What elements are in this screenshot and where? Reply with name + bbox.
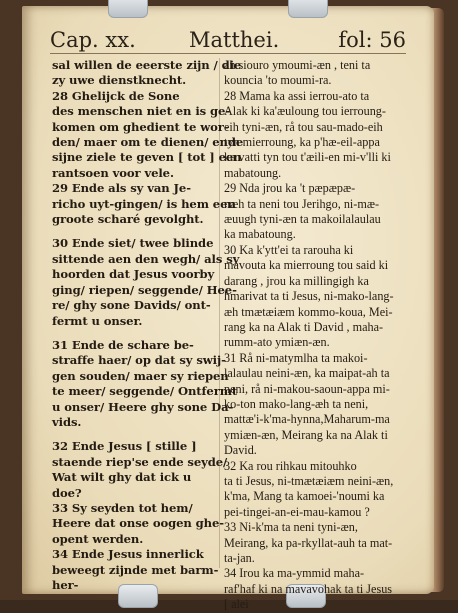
dutch-text-line: richo uyt-gingen/ is hem een [52, 196, 236, 211]
formosan-text-line: æuugh tyni-æn ta makoilalaulau [224, 212, 381, 227]
dutch-text-line: Wat wilt ghy dat ick u [52, 470, 192, 485]
formosan-text-column [224, 58, 410, 613]
dutch-text-line: straffe haer/ op dat sy swij- [52, 353, 226, 368]
verse-gap [52, 430, 222, 439]
dutch-text-line: re/ ghy sone Davids/ ont- [52, 298, 211, 313]
formosan-text-line: ymiæn-æn, Meirang ka na Alak ti [224, 427, 388, 442]
dutch-text-line: sijne ziele te geven [ tot ] een [52, 150, 242, 165]
running-header [50, 28, 406, 56]
dutch-text-line: staende riep'se ende seyde/ [52, 454, 228, 469]
dutch-text-line: den/ maer om te dienen/ ende [52, 135, 244, 150]
formosan-text-line: kouncia 'to moumi-ra. [224, 73, 332, 88]
dutch-text-line: rantsoen voor vele. [52, 165, 174, 180]
formosan-text-line: neni, rå ni-makou-saoun-appa mi- [224, 381, 390, 396]
dutch-text-line: sittende aen den wegh/ als sy [52, 251, 240, 266]
dutch-text-line: komen om ghedient te wor- [52, 119, 229, 134]
dutch-text-line: vids. [52, 414, 82, 429]
formosan-text-line: 31 Rå ni-matymlha ta makoi- [224, 350, 368, 365]
formosan-text-line: 34 Irou ka ma-ymmid maha- [224, 566, 365, 581]
chapter-heading: Cap. xx. [50, 28, 136, 52]
dutch-text-line: sal willen de eeerste zijn / die [52, 58, 242, 72]
formosan-text-line: David. [224, 443, 257, 458]
formosan-text-line: rang ka na Alak ti David , maha- [224, 319, 384, 334]
dutch-text-line: doe? [52, 485, 82, 500]
formosan-text-line: raf'haf ki na mavavohak ta ti Jesus [224, 581, 393, 596]
book-heading: Matthei. [189, 28, 280, 52]
dutch-text-line: 33 Sy seyden tot hem/ [52, 500, 193, 515]
formosan-text-line: [ alei [224, 597, 249, 612]
dutch-text-line: u onser/ Heere ghy sone Da- [52, 399, 234, 414]
dutch-text-line: 30 Ende siet/ twee blinde [52, 236, 214, 251]
verse-gap [52, 227, 222, 236]
header-rule [50, 53, 406, 54]
formosan-text-line: lalaulau neini-æn, ka maipat-ah ta [224, 366, 390, 381]
dutch-text-line: gen souden/ maer sy riepen [52, 368, 229, 383]
formosan-text-line: 30 Ka k'ytt'ei ta rarouha ki [224, 242, 354, 257]
dutch-text-line: ging/ riepen/ seggende/ Hee- [52, 282, 237, 297]
formosan-text-line: mabatoung. [224, 165, 282, 180]
dutch-text-line: des menschen niet en is ge- [52, 104, 230, 119]
formosan-text-line: 32 Ka rou rihkau mitouhko [224, 458, 357, 473]
dutch-text-line: opent werden. [52, 531, 144, 546]
formosan-text-line: æh tmætæiæm kommo-koua, Mei- [224, 304, 393, 319]
formosan-text-line: mavouta ka mierroung tou said ki [224, 258, 389, 273]
dutch-text-line: 32 Ende Jesus [ stille ] [52, 439, 197, 454]
formosan-text-line: ka vatti tyn tou t'æili-en mi-v'lli ki [224, 150, 391, 165]
dutch-text-line: hoorden dat Jesus voorby [52, 267, 215, 282]
dutch-text-line: te meer/ seggende/ Ontfermt [52, 384, 238, 399]
binder-clip-top-left [108, 0, 148, 18]
dutch-text-line: her- [52, 578, 79, 592]
formosan-text-line: ka mabatoung. [224, 227, 296, 242]
dutch-text-line: zy uwe dienstknecht. [52, 73, 187, 88]
dutch-text-line: 28 Ghelijck de Sone [52, 88, 180, 103]
formosan-text-line: k'ma, Mang ta kamoei-'noumi ka [224, 489, 385, 504]
formosan-text-line: ta-jan. [224, 551, 255, 565]
formosan-text-line: eih tyni-æn, rå tou sau-mado-eih [224, 119, 383, 134]
formosan-text-line: tyn mierroung, ka p'hæ-eil-appa [224, 135, 380, 150]
dutch-text-line: beweegt zijnde met barm- [52, 562, 219, 577]
dutch-text-line: Heere dat onse oogen ghe- [52, 516, 224, 531]
folio-number: fol: 56 [338, 28, 406, 52]
dutch-text-line: 29 Ende als sy van Je- [52, 181, 191, 196]
formosan-text-line: 29 Nda jrou ka 't pæpæpæ- [224, 181, 356, 196]
formosan-text-line: rumm-ato ymiæn-æn. [224, 335, 330, 350]
dutch-text-line: 31 Ende de schare be- [52, 337, 194, 352]
formosan-text-line: pei-tingei-an-ei-mau-kamou ? [224, 504, 370, 519]
formosan-text-line: darang , jrou ka millingigh ka [224, 273, 369, 288]
formosan-text-line: 33 Ni-k'ma ta neni tyni-æn, [224, 520, 358, 535]
formosan-text-line: ah siouro ymoumi-æn , teni ta [224, 58, 371, 72]
dutch-text-line: groote scharé gevolght. [52, 212, 204, 227]
formosan-text-line: ta ti Jesus, ni-tmætæiæm neini-æn, [224, 473, 394, 488]
formosan-text-line: Alak ki ka'æuloung tou ierroung- [224, 104, 386, 119]
binder-clip-top-right [288, 0, 328, 18]
formosan-text-line: 28 Mama ka assi ierrou-ato ta [224, 88, 370, 103]
formosan-text-line: Meirang, ka pa-rkyllat-auh ta mat- [224, 535, 393, 550]
formosan-text-line: hmarivat ta ti Jesus, ni-mako-lang- [224, 289, 394, 304]
dutch-text-line: fermt u onser. [52, 313, 143, 328]
formosan-text-line: næh ta neni tou Jerihgo, ni-mæ- [224, 196, 380, 211]
formosan-text-line: mattæ'i-k'ma-hynna,Maharum-ma [224, 412, 390, 427]
dutch-text-line: 34 Ende Jesus innerlick [52, 547, 204, 562]
verse-gap [52, 329, 222, 338]
formosan-text-line: ko-ton mako-lang-æh ta neni, [224, 396, 369, 411]
